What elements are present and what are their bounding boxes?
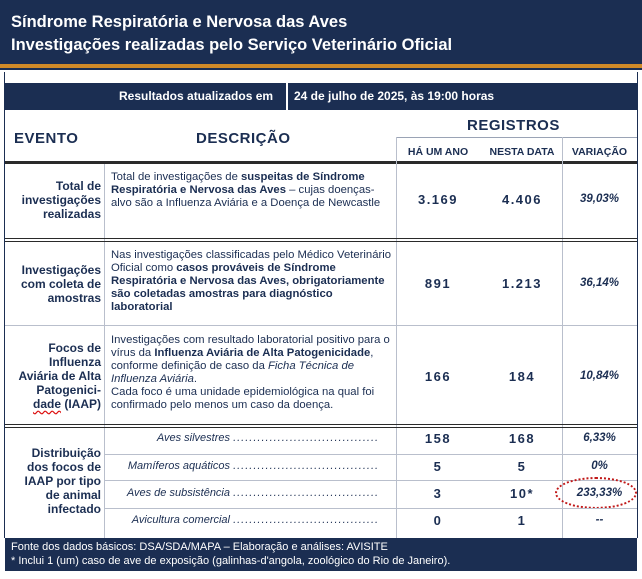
distribution-item: Avicultura comercial ....................................	[131, 514, 380, 526]
row3-ha-um-ano: 166	[424, 369, 452, 384]
aves-subsistencia-nesta-data: 10*	[509, 486, 535, 501]
header-nesta-data: NESTA DATA	[489, 146, 555, 158]
aves-silvestres-ha-um-ano: 158	[424, 431, 452, 446]
header-descricao: DESCRIÇÃO	[196, 130, 291, 147]
event-total-investigacoes: Total de investigações realizadas	[21, 179, 101, 221]
row1-nesta-data: 4.406	[501, 192, 543, 207]
distribution-item: Mamíferos aquáticos ....................................	[127, 460, 380, 472]
title-line-1: Síndrome Respiratória e Nervosa das Aves	[11, 13, 348, 31]
row2-variacao: 36,14%	[579, 277, 619, 289]
row-separator	[5, 424, 637, 428]
description-focos-iaap: Investigações com resultado laboratorial positivo para o vírus da Influenza Aviária de Alta Patogenicidade, conforme definição de caso da Ficha Técnica de Influenza Aviária. Cada foco é uma unidade epidemiológica na qual foi confirmado pelo menos um caso da doença.	[111, 334, 390, 411]
avicultura-comercial-variacao: --	[595, 514, 604, 526]
mamiferos-aquaticos-variacao: 0%	[591, 460, 608, 472]
footer-notes	[5, 538, 637, 571]
highlight-ellipse	[555, 477, 637, 509]
footer-footnote: * Inclui 1 (um) caso de ave de exposição (galinhas-d'angola, zoológico do Rio de Janeiro).	[11, 555, 451, 567]
update-value-cell	[286, 83, 637, 110]
event-focos-iaap: Focos de Influenza Aviária de Alta Patogenici- dade (IAAP)	[18, 341, 101, 411]
aves-silvestres-variacao: 6,33%	[583, 432, 616, 444]
update-bar	[5, 83, 637, 110]
accent-stripe-thin	[0, 68, 642, 70]
registros-underline	[396, 137, 637, 138]
row3-nesta-data: 184	[508, 369, 536, 384]
footer-source: Fonte dos dados básicos: DSA/SDA/MAPA – Elaboração e análises: AVISITE	[11, 541, 388, 553]
row2-ha-um-ano: 891	[424, 276, 452, 291]
row1-variacao: 39,03%	[579, 193, 619, 205]
sub-row-separator	[105, 480, 637, 481]
description-total-investigacoes: Total de investigações de suspeitas de Síndrome Respiratória e Nervosa das Aves – cujas doenças-alvo são a Influenza Aviária e a Doença de Newcastle	[111, 171, 381, 209]
row3-variacao: 10,84%	[579, 370, 619, 382]
aves-subsistencia-variacao: 233,33%	[576, 487, 623, 499]
event-coleta-amostras: Investigações com coleta de amostras	[20, 263, 101, 305]
distribution-item: Aves de subsistência ....................................	[126, 487, 380, 499]
title-banner	[0, 0, 642, 64]
aves-subsistencia-ha-um-ano: 3	[433, 486, 443, 501]
aves-silvestres-nesta-data: 168	[508, 431, 536, 446]
header-evento: EVENTO	[14, 130, 79, 147]
column-divider	[104, 164, 105, 538]
sub-row-separator	[105, 454, 637, 455]
header-registros: REGISTROS	[467, 117, 560, 134]
row2-nesta-data: 1.213	[501, 276, 543, 291]
mamiferos-aquaticos-nesta-data: 5	[517, 459, 527, 474]
event-distribuicao: Distribuição dos focos de IAAP por tipo de animal infectado	[24, 446, 101, 516]
table-border-right	[637, 72, 638, 538]
update-value: 24 de julho de 2025, às 19:00 horas	[294, 89, 495, 103]
row-separator	[5, 325, 637, 326]
title-line-2: Investigações realizadas pelo Serviço Veterinário Oficial	[11, 36, 453, 54]
row-separator	[5, 238, 637, 242]
row1-ha-um-ano: 3.169	[417, 192, 459, 207]
description-coleta-amostras: Nas investigações classificadas pelo Médico Veterinário Oficial como casos prováveis de Síndrome Respiratória e Nervosa das Aves, obrigatoriamente são coletadas amostras para diagnóstico laboratorial	[111, 249, 392, 313]
header-ha-um-ano: HÁ UM ANO	[407, 146, 469, 158]
sub-row-separator	[105, 508, 637, 509]
header-separator	[5, 161, 637, 164]
mamiferos-aquaticos-ha-um-ano: 5	[433, 459, 443, 474]
header-variacao: VARIAÇÃO	[571, 146, 628, 158]
avicultura-comercial-nesta-data: 1	[517, 513, 527, 528]
avicultura-comercial-ha-um-ano: 0	[433, 513, 443, 528]
distribution-item: Aves silvestres ....................................	[156, 432, 380, 444]
update-label: Resultados atualizados em	[119, 89, 274, 103]
